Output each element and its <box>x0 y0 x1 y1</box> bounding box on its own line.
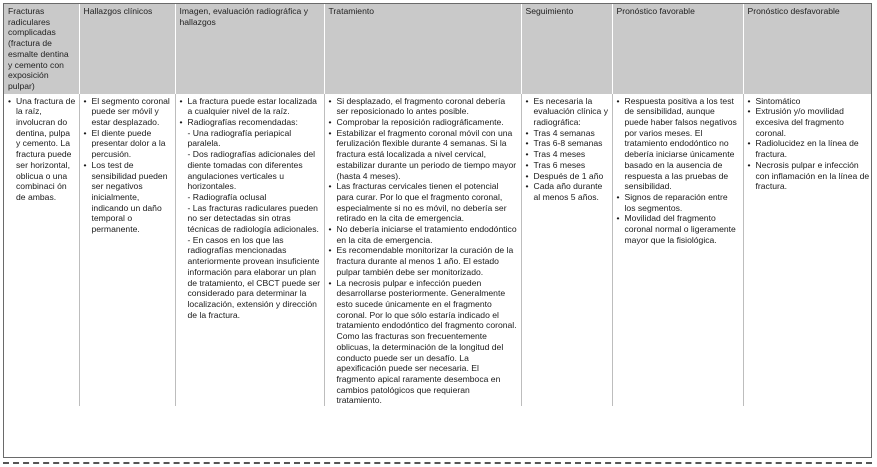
list-item: • Tras 4 semanas <box>525 128 609 139</box>
list-subitem: - Dos radiografías adicionales del diente tomadas con diferentes angulaciones verticales u horizontales. <box>187 149 316 192</box>
list-item: • Estabilizar el fragmento coronal móvil con una ferulización flexible durante 4 semanas. Si la fractura está localizada a nivel cervical, estabilizar durante un periodo de tiempo mayor (hasta 4 meses). <box>328 128 518 182</box>
list-item: • Después de 1 año <box>525 171 609 182</box>
header-favorable-prognosis: Pronóstico favorable <box>612 4 743 94</box>
list-item: • Las fracturas cervicales tienen el potencial para curar. Por lo que el fragmento coronal, especialmente si no es móvil, no debería ser retirado en la cita de emergencia. <box>328 181 518 224</box>
list-item: • Tras 4 meses <box>525 149 609 160</box>
header-fracture-type: Fracturas radiculares complicadas (fractura de esmalte dentina y cemento con exposición pulpar) <box>4 4 79 94</box>
cell-fracture-description <box>4 94 79 406</box>
cell-follow-up <box>521 94 612 406</box>
list-item: • Es recomendable monitorizar la curación de la fractura durante al menos 1 año. El estado pulpar también debe ser monitorizado. <box>328 245 518 277</box>
list-item: • La fractura puede estar localizada a cualquier nivel de la raíz. <box>179 96 321 117</box>
list-item: • Radiolucidez en la línea de fractura. <box>747 138 871 159</box>
list-subitem: - Una radiografía periapical paralela. <box>187 127 292 149</box>
header-clinical-findings: Hallazgos clínicos <box>79 4 175 94</box>
list-item: • Radiografías recomendadas: <box>179 117 321 128</box>
cell-unfavorable-prognosis <box>743 94 872 406</box>
header-follow-up: Seguimiento <box>521 4 612 94</box>
list-item: • Extrusión y/o movilidad excesiva del fragmento coronal. <box>747 106 871 138</box>
list-item: • Los test de sensibilidad pueden ser negativos inicialmente, indicando un daño temporal o permanente. <box>83 160 172 235</box>
list-item: • Tras 6-8 semanas <box>525 138 609 149</box>
list-item: • La necrosis pulpar e infección pueden desarrollarse posteriormente. Generalmente esto sucede únicamente en el fragmento coronal. Por lo que sólo estaría indicado el tratamiento endodóntico del fragmento coronal. Como las fracturas son frecuentemente oblicuas, la determinación de la longitud del conducto puede ser un desafío. La apexificación puede ser necesaria. El fragmento apical raramente desemboca en cambios patológicos que requieran tratamiento. <box>328 278 518 406</box>
list-item: • No debería iniciarse el tratamiento endodóntico en la cita de emergencia. <box>328 224 518 245</box>
list-item: • Respuesta positiva a los test de sensibilidad, aunque puede haber falsos negativos por varios meses. El tratamiento endodóntico no debería iniciarse únicamente basado en la ausencia de respuesta a las pruebas de sensibilidad. <box>616 96 740 192</box>
clinical-guidelines-table-frame <box>3 3 872 458</box>
cell-radiographic-findings <box>175 94 324 406</box>
table-row <box>4 94 872 406</box>
list-item: • Comprobar la reposición radiográficamente. <box>328 117 518 128</box>
list-subitem: - En casos en los que las radiografías mencionadas anteriormente provean insuficiente información para elaborar un plan de tratamiento, el CBCT puede ser considerado para determinar la localización, extensión y dirección de la fractura. <box>187 234 321 320</box>
list-item: • Movilidad del fragmento coronal normal o ligeramente mayor que la fisiológica. <box>616 213 740 245</box>
cell-favorable-prognosis <box>612 94 743 406</box>
list-item: • Tras 6 meses <box>525 160 609 171</box>
list-item: • Cada año durante al menos 5 años. <box>525 181 609 202</box>
list-item: • El diente puede presentar dolor a la percusión. <box>83 128 172 160</box>
list-item: • El segmento coronal puede ser móvil y estar desplazado. <box>83 96 172 128</box>
list-item: • Una fractura de la raíz, involucran do dentina, pulpa y cemento. La fractura puede ser horizontal, oblicua o una combinaci ón de ambas. <box>7 96 76 203</box>
page-break-divider <box>3 462 872 464</box>
list-item: • Es necesaria la evaluación clínica y radiográfica: <box>525 96 609 128</box>
header-treatment: Tratamiento <box>324 4 521 94</box>
list-item: • Si desplazado, el fragmento coronal debería ser reposicionado lo antes posible. <box>328 96 518 117</box>
list-subitem: - Radiografía oclusal <box>187 191 267 202</box>
table-header-row <box>4 4 872 94</box>
clinical-guidelines-table <box>4 4 872 406</box>
list-item: • Sintomático <box>747 96 871 107</box>
list-item: • Necrosis pulpar e infección con inflamación en la línea de fractura. <box>747 160 871 192</box>
cell-clinical-findings <box>79 94 175 406</box>
cell-treatment <box>324 94 521 406</box>
list-subitem: - Las fracturas radiculares pueden no ser detectadas sin otras técnicas de radiología adicionales. <box>187 202 319 235</box>
header-radiographic-findings: Imagen, evaluación radiográfica y hallazgos <box>175 4 324 94</box>
list-item: • Signos de reparación entre los segmentos. <box>616 192 740 213</box>
header-unfavorable-prognosis: Pronóstico desfavorable <box>743 4 872 94</box>
